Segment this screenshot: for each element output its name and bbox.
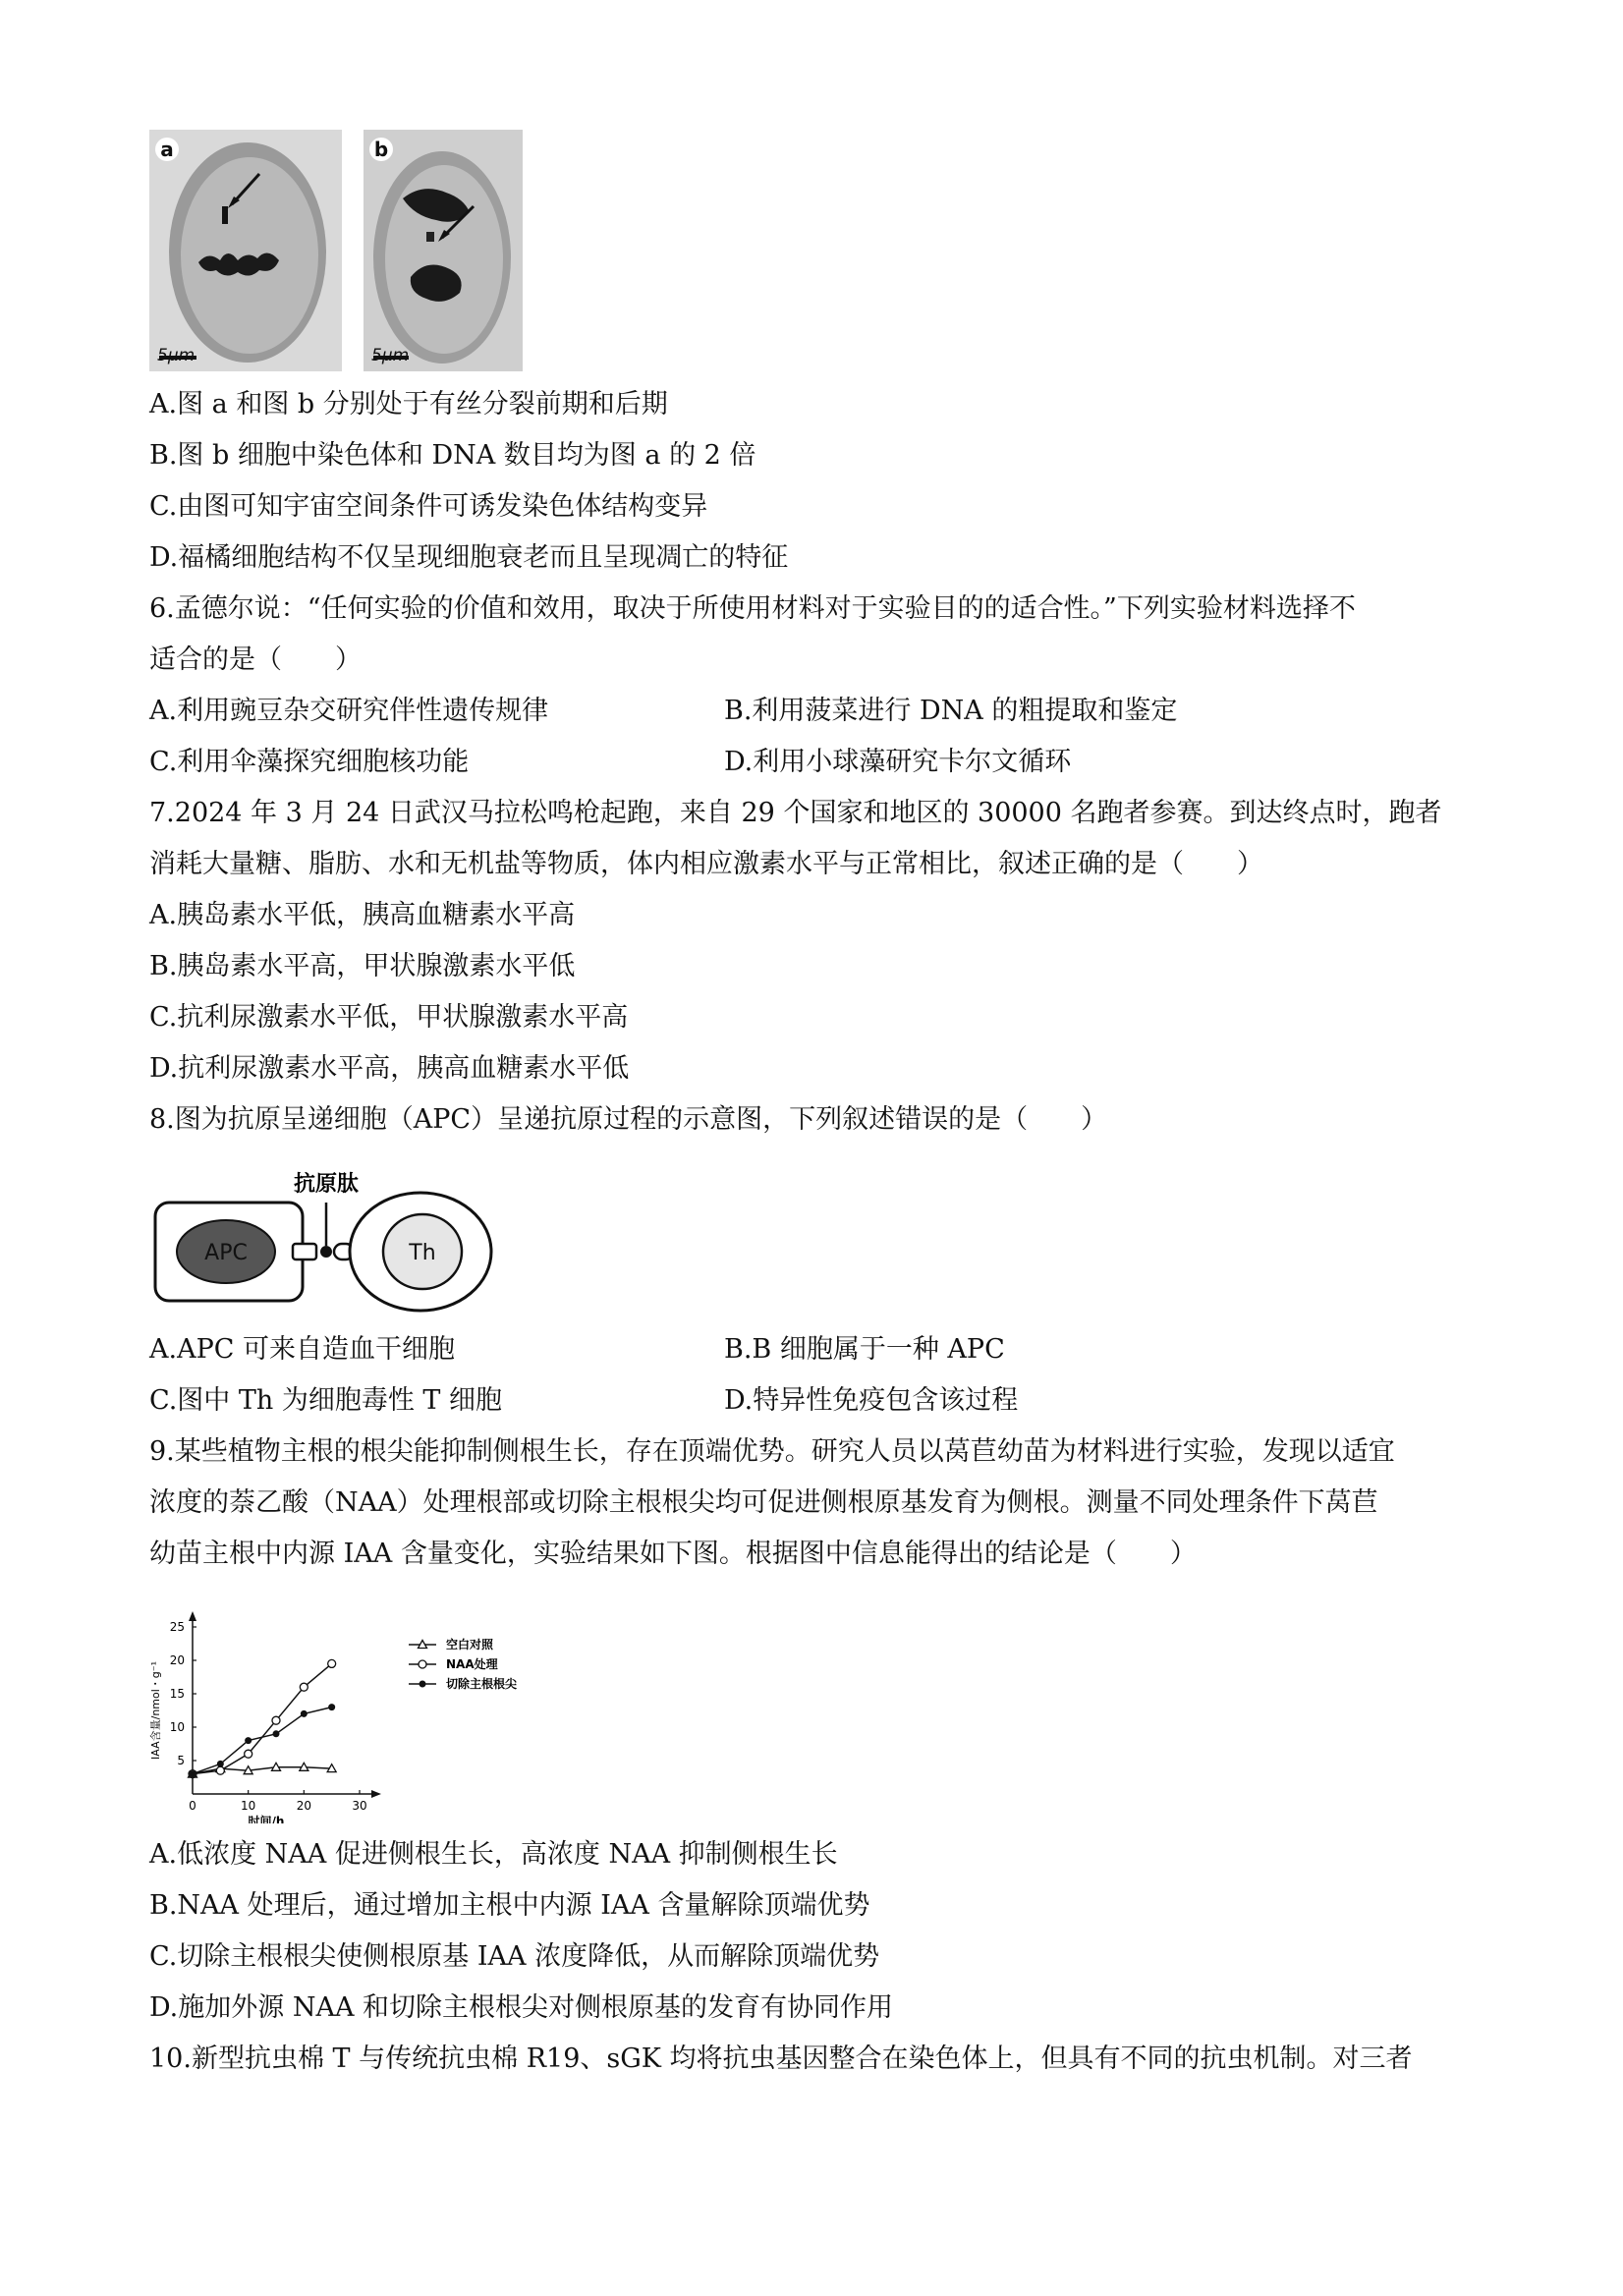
q5-option-a: A.图 a 和图 b 分别处于有丝分裂前期和后期 [149, 389, 668, 420]
micrograph-a [149, 130, 342, 371]
y-tick-label: 25 [169, 1620, 185, 1634]
series-line-3 [193, 1708, 332, 1774]
q8-option-d: D.特异性免疫包含该过程 [724, 1385, 1019, 1416]
x-tick-label: 20 [296, 1799, 311, 1813]
q9-stem-line-1: 9.某些植物主根的根尖能抑制侧根生长，存在顶端优势。研究人员以莴苣幼苗为材料进行实验，发现以适宜 [149, 1436, 1395, 1467]
micrograph-b [364, 130, 523, 371]
legend-label-2: NAA处理 [446, 1657, 498, 1671]
apc-diagram-svg [149, 1169, 495, 1316]
q10-stem-line-1: 10.新型抗虫棉 T 与传统抗虫棉 R19、sGK 均将抗虫基因整合在染色体上，但具有不同的抗虫机制。对三者 [149, 2044, 1413, 2074]
q7-option-b: B.胰岛素水平高，甲状腺激素水平低 [149, 951, 576, 981]
q7-stem-line-2: 消耗大量糖、脂肪、水和无机盐等物质，体内相应激素水平与正常相比，叙述正确的是（ ） [149, 849, 1263, 879]
x-axis-label: 时间/h [248, 1815, 285, 1823]
data-point [190, 1770, 196, 1777]
data-point [328, 1704, 335, 1710]
q8-option-a: A.APC 可来自造血干细胞 [149, 1334, 455, 1365]
q9-option-c: C.切除主根根尖使侧根原基 IAA 浓度降低，从而解除顶端优势 [149, 1941, 880, 1972]
q6-option-a: A.利用豌豆杂交研究伴性遗传规律 [149, 696, 549, 726]
data-point [272, 1716, 280, 1724]
apc-label: APC [204, 1241, 248, 1265]
apc-diagram [149, 1169, 495, 1316]
x-tick-label: 0 [189, 1799, 196, 1813]
q8-option-b: B.B 细胞属于一种 APC [724, 1334, 1005, 1365]
iaa-chart [149, 1597, 562, 1823]
q7-stem-line-1: 7.2024 年 3 月 24 日武汉马拉松鸣枪起跑，来自 29 个国家和地区的 30000 名跑者参赛。到达终点时，跑者 [149, 798, 1442, 828]
q6-option-d: D.利用小球藻研究卡尔文循环 [724, 747, 1072, 777]
data-point [245, 1750, 252, 1758]
micrograph-b-image [364, 130, 523, 371]
y-tick-label: 15 [169, 1687, 185, 1701]
q6-option-c: C.利用伞藻探究细胞核功能 [149, 747, 470, 777]
q6-stem-line-2: 适合的是（ ） [149, 644, 362, 675]
panel-label-b: b [369, 138, 393, 161]
data-point [301, 1710, 308, 1717]
th-label: Th [409, 1241, 436, 1265]
q5-option-b: B.图 b 细胞中染色体和 DNA 数目均为图 a 的 2 倍 [149, 440, 756, 471]
q6-option-b: B.利用菠菜进行 DNA 的粗提取和鉴定 [724, 696, 1178, 726]
y-tick-label: 20 [169, 1653, 185, 1667]
panel-label-a: a [155, 138, 179, 161]
q8-stem: 8.图为抗原呈递细胞（APC）呈递抗原过程的示意图，下列叙述错误的是（ ） [149, 1104, 1108, 1135]
data-point [245, 1737, 252, 1744]
antigen-peptide-label: 抗原肽 [293, 1172, 360, 1197]
y-axis-arrow [189, 1611, 196, 1621]
q5-option-c: C.由图可知宇宙空间条件可诱发染色体结构变异 [149, 491, 708, 522]
q9-stem-line-3: 幼苗主根中内源 IAA 含量变化，实验结果如下图。根据图中信息能得出的结论是（ ） [149, 1539, 1197, 1569]
q9-stem-line-2: 浓度的萘乙酸（NAA）处理根部或切除主根根尖均可促进侧根原基发育为侧根。测量不同处理条件下莴苣 [149, 1487, 1378, 1518]
x-tick-label: 10 [241, 1799, 256, 1813]
legend-label-3: 切除主根根尖 [446, 1677, 518, 1691]
q5-option-d: D.福橘细胞结构不仅呈现细胞衰老而且呈现凋亡的特征 [149, 542, 789, 573]
y-tick-label: 5 [177, 1754, 185, 1767]
data-point [328, 1659, 336, 1667]
iaa-chart-svg [149, 1597, 562, 1823]
q9-option-b: B.NAA 处理后，通过增加主根中内源 IAA 含量解除顶端优势 [149, 1890, 870, 1921]
scale-bar-b: 5μm [371, 346, 410, 365]
q6-stem-line-1: 6.孟德尔说：“任何实验的价值和效用，取决于所使用材料对于实验目的的适合性。”下列实验材料选择不 [149, 593, 1356, 624]
series-line-2 [193, 1663, 332, 1773]
legend-label-1: 空白对照 [446, 1638, 494, 1652]
data-point [419, 1660, 426, 1668]
data-point [273, 1730, 280, 1737]
q9-option-a: A.低浓度 NAA 促进侧根生长，高浓度 NAA 抑制侧根生长 [149, 1839, 838, 1870]
q7-option-c: C.抗利尿激素水平低，甲状腺激素水平高 [149, 1002, 629, 1033]
y-axis-label: IAA含量/nmol・g⁻¹ [149, 1661, 162, 1760]
y-tick-label: 10 [169, 1720, 185, 1734]
data-point [300, 1683, 308, 1691]
q7-option-d: D.抗利尿激素水平高，胰高血糖素水平低 [149, 1053, 630, 1084]
q9-option-d: D.施加外源 NAA 和切除主根根尖对侧根原基的发育有协同作用 [149, 1992, 894, 2023]
scale-bar-a: 5μm [157, 346, 196, 365]
micrograph-figure [149, 130, 523, 371]
data-point [420, 1681, 426, 1688]
series-line-1 [193, 1767, 332, 1774]
x-axis-arrow [371, 1790, 381, 1798]
x-tick-label: 30 [352, 1799, 367, 1813]
data-point [216, 1766, 224, 1774]
data-point [217, 1761, 224, 1767]
q8-option-c: C.图中 Th 为细胞毒性 T 细胞 [149, 1385, 503, 1416]
q7-option-a: A.胰岛素水平低，胰高血糖素水平高 [149, 900, 576, 930]
micrograph-a-image [149, 130, 342, 371]
